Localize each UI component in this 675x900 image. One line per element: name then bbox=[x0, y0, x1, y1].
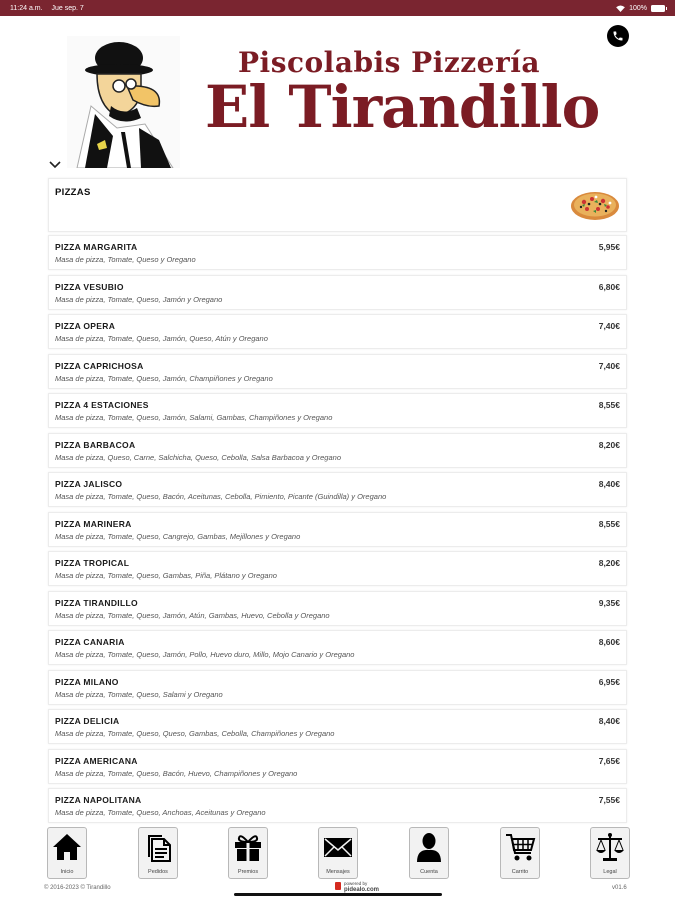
call-button[interactable] bbox=[607, 25, 629, 47]
item-name: PIZZA OPERA bbox=[55, 321, 116, 331]
status-time: 11:24 a.m. bbox=[10, 4, 43, 12]
menu-item[interactable] bbox=[48, 670, 627, 705]
menu-item[interactable] bbox=[48, 709, 627, 744]
item-name: PIZZA AMERICANA bbox=[55, 755, 138, 766]
nav-mensajes-button[interactable] bbox=[318, 827, 358, 879]
item-description: Masa de pizza, Tomate, Queso, Jamón, Queso, Atún y Oregano bbox=[55, 334, 268, 343]
nav-label: Mensajes bbox=[326, 869, 350, 875]
item-price: 8,60€ bbox=[598, 637, 620, 647]
item-description: Masa de pizza, Tomate, Queso, Queso, Gambas, Cebolla, Champiñones y Oregano bbox=[55, 729, 335, 738]
item-price: 6,80€ bbox=[598, 281, 620, 292]
menu-item[interactable] bbox=[48, 551, 627, 586]
envelope-icon bbox=[322, 831, 354, 863]
item-name: PIZZA MARGARITA bbox=[55, 242, 138, 252]
item-name: PIZZA CANARIA bbox=[55, 637, 125, 647]
caricature-logo-icon bbox=[67, 36, 180, 168]
menu-list bbox=[48, 235, 627, 828]
item-name: PIZZA TROPICAL bbox=[55, 558, 130, 568]
menu-item[interactable] bbox=[48, 630, 627, 665]
item-description: Masa de pizza, Tomate, Queso, Anchoas, Aceitunas y Oregano bbox=[55, 808, 266, 817]
wifi-icon bbox=[616, 5, 625, 12]
nav-legal-button[interactable] bbox=[590, 827, 630, 879]
user-icon bbox=[413, 831, 445, 863]
battery-icon bbox=[651, 5, 665, 12]
item-price: 6,95€ bbox=[598, 676, 620, 687]
item-description: Masa de pizza, Queso, Carne, Salchicha, Queso, Cebolla, Salsa Barbacoa y Oregano bbox=[55, 452, 341, 462]
nav-label: Inicio bbox=[60, 869, 74, 875]
bottom-nav bbox=[0, 825, 675, 879]
item-price: 7,55€ bbox=[598, 795, 620, 805]
header bbox=[0, 16, 675, 156]
item-name: PIZZA NAPOLITANA bbox=[55, 795, 142, 805]
home-indicator[interactable] bbox=[234, 893, 442, 896]
battery-percent: 100% bbox=[629, 4, 647, 12]
item-name: PIZZA DELICIA bbox=[55, 716, 120, 726]
nav-label: Legal bbox=[603, 869, 617, 875]
nav-label: Cuenta bbox=[420, 869, 438, 875]
nav-cuenta-button[interactable] bbox=[409, 827, 449, 879]
item-description: Masa de pizza, Tomate, Queso, Jamón, Champiñones y Oregano bbox=[55, 373, 273, 383]
item-description: Masa de pizza, Tomate, Queso, Cangrejo, Gambas, Mejillones y Oregano bbox=[55, 531, 301, 541]
item-name: PIZZA 4 ESTACIONES bbox=[55, 400, 149, 410]
item-description: Masa de pizza, Tomate, Queso, Jamón, Salami, Gambas, Champiñones y Oregano bbox=[55, 413, 333, 422]
pizza-image-icon bbox=[570, 188, 620, 222]
item-description: Masa de pizza, Tomate, Queso, Bacón, Huevo, Champiñones y Oregano bbox=[55, 768, 298, 778]
menu-item[interactable] bbox=[48, 314, 627, 349]
item-description: Masa de pizza, Tomate, Queso, Jamón y Oregano bbox=[55, 294, 223, 304]
menu-item[interactable] bbox=[48, 472, 627, 507]
powered-by-link[interactable] bbox=[334, 882, 379, 893]
item-price: 7,40€ bbox=[598, 321, 620, 331]
menu-item[interactable] bbox=[48, 512, 627, 547]
menu-item[interactable] bbox=[48, 354, 627, 389]
item-description: Masa de pizza, Tomate, Queso y Oregano bbox=[55, 255, 196, 264]
item-description: Masa de pizza, Tomate, Queso, Jamón, Atún, Gambas, Huevo, Cebolla y Oregano bbox=[55, 610, 330, 620]
footer-copyright: © 2016-2023 © Tirandillo bbox=[44, 885, 111, 891]
item-name: PIZZA MILANO bbox=[55, 676, 119, 687]
category-title: PIZZAS bbox=[55, 187, 91, 198]
item-description: Masa de pizza, Tomate, Queso, Jamón, Pollo, Huevo duro, Millo, Mojo Canario y Oregano bbox=[55, 650, 355, 659]
item-description: Masa de pizza, Tomate, Queso, Gambas, Piña, Plátano y Oregano bbox=[55, 571, 277, 580]
status-bar bbox=[0, 0, 675, 16]
phone-icon bbox=[612, 30, 624, 42]
item-description: Masa de pizza, Tomate, Queso, Bacón, Aceitunas, Cebolla, Pimiento, Picante (Guindilla) y Oregano bbox=[55, 492, 387, 501]
category-header-pizzas[interactable] bbox=[48, 178, 627, 232]
logo-character bbox=[67, 36, 180, 168]
nav-label: Pedidos bbox=[148, 869, 168, 875]
item-price: 8,20€ bbox=[598, 439, 620, 450]
pidealo-logo-icon bbox=[334, 882, 342, 892]
menu-item[interactable] bbox=[48, 393, 627, 428]
item-price: 7,65€ bbox=[598, 755, 620, 766]
item-price: 7,40€ bbox=[598, 360, 620, 371]
menu-item[interactable] bbox=[48, 749, 627, 784]
nav-pedidos-button[interactable] bbox=[138, 827, 178, 879]
item-price: 8,20€ bbox=[598, 558, 620, 568]
item-name: PIZZA JALISCO bbox=[55, 479, 123, 489]
item-name: PIZZA VESUBIO bbox=[55, 281, 124, 292]
app-version: v01.6 bbox=[612, 885, 627, 891]
cart-icon bbox=[504, 831, 536, 863]
item-name: PIZZA MARINERA bbox=[55, 518, 132, 529]
item-price: 8,55€ bbox=[598, 400, 620, 410]
chevron-down-icon[interactable] bbox=[48, 160, 62, 170]
item-price: 8,40€ bbox=[598, 479, 620, 489]
menu-item[interactable] bbox=[48, 275, 627, 310]
menu-item[interactable] bbox=[48, 788, 627, 823]
menu-item[interactable] bbox=[48, 591, 627, 626]
powered-by-brand: pidealo.com bbox=[344, 886, 380, 893]
gift-icon bbox=[232, 831, 264, 863]
item-price: 9,35€ bbox=[598, 597, 620, 608]
home-icon bbox=[51, 831, 83, 863]
powered-by-label: powered by bbox=[344, 881, 368, 886]
item-name: PIZZA TIRANDILLO bbox=[55, 597, 138, 608]
item-name: PIZZA CAPRICHOSA bbox=[55, 360, 144, 371]
item-description: Masa de pizza, Tomate, Queso, Salami y Oregano bbox=[55, 689, 223, 699]
item-price: 8,55€ bbox=[598, 518, 620, 529]
menu-item[interactable] bbox=[48, 433, 627, 468]
item-price: 8,40€ bbox=[598, 716, 620, 726]
item-name: PIZZA BARBACOA bbox=[55, 439, 136, 450]
nav-premios-button[interactable] bbox=[228, 827, 268, 879]
nav-inicio-button[interactable] bbox=[47, 827, 87, 879]
status-date: Jue sep. 7 bbox=[51, 4, 84, 12]
nav-label: Premios bbox=[237, 869, 259, 875]
nav-label: Carrito bbox=[511, 869, 529, 875]
item-price: 5,95€ bbox=[598, 242, 620, 252]
menu-item[interactable] bbox=[48, 235, 627, 270]
documents-icon bbox=[142, 831, 174, 863]
brand-subtitle: Piscolabis Pizzería bbox=[238, 46, 541, 79]
brand-title: El Tirandillo bbox=[205, 73, 600, 141]
nav-carrito-button[interactable] bbox=[500, 827, 540, 879]
scales-icon bbox=[594, 831, 626, 863]
